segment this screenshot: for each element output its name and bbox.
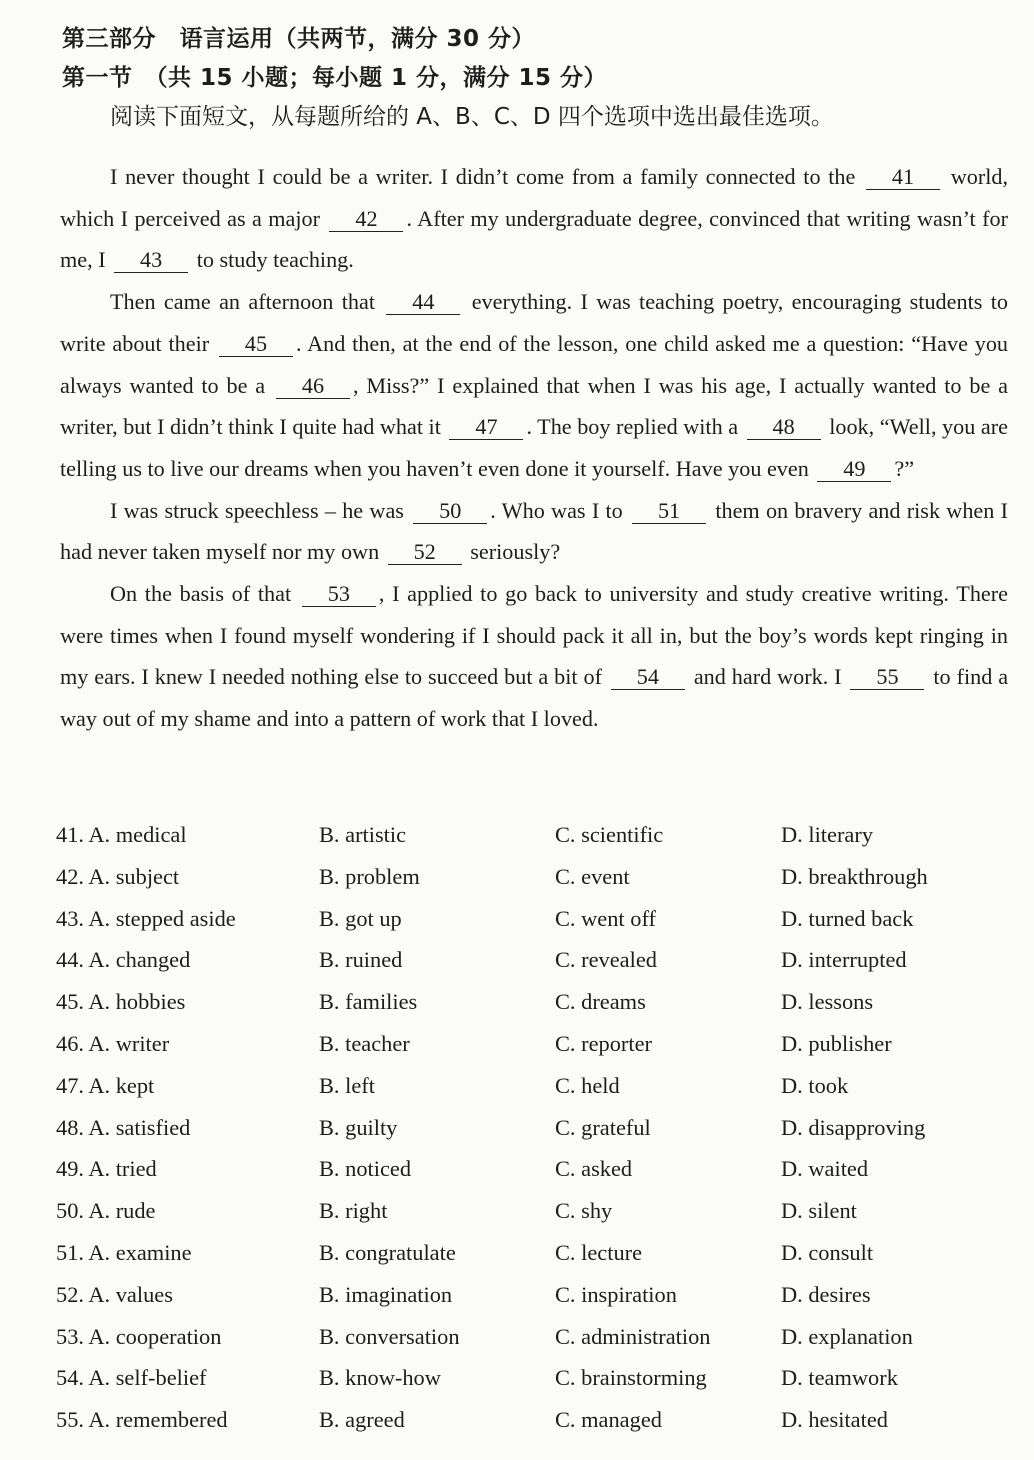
passage-text: . After my undergraduate degree, convinced that writing wasn’t for me, I: [60, 205, 1009, 273]
option-a: 51. A. examine: [56, 1239, 192, 1265]
option-a: 52. A. values: [56, 1281, 173, 1307]
option-a: 42. A. subject: [56, 863, 180, 889]
option-row: [56, 1073, 1016, 1115]
option-a: 43. A. stepped aside: [56, 905, 236, 931]
option-b: B. right: [319, 1198, 388, 1224]
option-b: B. imagination: [319, 1281, 453, 1307]
section-title: 第一节 （共 15 小题；每小题 1 分，满分 15 分）: [62, 65, 608, 91]
option-d: D. literary: [781, 822, 874, 847]
option-d: D. interrupted: [781, 947, 907, 973]
option-b: B. guilty: [319, 1114, 398, 1140]
option-row: [56, 1324, 1016, 1366]
option-b: B. conversation: [319, 1323, 460, 1349]
blank-54: 54: [611, 664, 685, 690]
paragraph-4: [60, 573, 1008, 740]
option-a: 49. A. tried: [56, 1156, 157, 1182]
option-a: 45. A. hobbies: [56, 989, 186, 1015]
option-d: D. took: [781, 1072, 849, 1098]
option-c: C. revealed: [555, 947, 657, 973]
option-d: D. silent: [781, 1198, 857, 1224]
reading-passage: [60, 156, 1008, 740]
option-b: B. agreed: [319, 1407, 405, 1433]
passage-text: , I applied to go back to university and study creative writing. There were times when I found myself wondering if I should pack it all in, but the boy’s words kept ringing in my ears. I knew I needed nothing else to succeed but a bit of: [60, 581, 1008, 690]
option-a: 47. A. kept: [56, 1072, 155, 1098]
option-row: [56, 989, 1016, 1031]
passage-text: On the basis of that: [110, 581, 292, 607]
answer-options: [56, 822, 1016, 1449]
passage-text: them on bravery and risk when I had never taken myself nor my own: [60, 497, 1009, 565]
option-row: [56, 1198, 1016, 1240]
blank-47: 47: [449, 414, 523, 440]
option-a: 46. A. writer: [56, 1030, 170, 1056]
part-title: 第三部分 语言运用（共两节，满分 30 分）: [62, 26, 536, 52]
option-c: C. managed: [555, 1407, 662, 1433]
option-d: D. desires: [781, 1281, 871, 1307]
option-a: 54. A. self-belief: [56, 1365, 207, 1391]
passage-text: look, “Well, you are telling us to live our dreams when you haven’t even done it yourself. Have you even: [60, 414, 1008, 481]
option-c: C. dreams: [555, 989, 646, 1015]
blank-55: 55: [850, 664, 924, 690]
option-a: 55. A. remembered: [56, 1407, 228, 1433]
option-row: [56, 1031, 1016, 1073]
option-row: [56, 1156, 1016, 1198]
option-d: D. disapproving: [781, 1114, 926, 1140]
option-a: 48. A. satisfied: [56, 1114, 191, 1140]
blank-45: 45: [219, 331, 293, 357]
option-c: C. asked: [555, 1156, 633, 1182]
option-d: D. consult: [781, 1239, 874, 1265]
option-d: D. teamwork: [781, 1365, 898, 1391]
blank-50: 50: [413, 498, 487, 524]
option-d: D. publisher: [781, 1030, 892, 1056]
option-c: C. went off: [555, 905, 656, 931]
passage-text: I never thought I could be a writer. I didn’t come from a family connected to the: [110, 164, 856, 189]
option-d: D. lessons: [781, 989, 874, 1015]
option-a: 41. A. medical: [56, 822, 187, 847]
option-c: C. shy: [555, 1198, 613, 1224]
option-c: C. administration: [555, 1323, 711, 1349]
option-a: 44. A. changed: [56, 947, 191, 973]
blank-43: 43: [114, 247, 188, 273]
option-b: B. left: [319, 1072, 375, 1098]
option-b: B. teacher: [319, 1030, 410, 1056]
option-c: C. brainstorming: [555, 1365, 707, 1391]
option-c: C. inspiration: [555, 1281, 677, 1307]
option-c: C. event: [555, 863, 630, 889]
blank-41: 41: [866, 164, 940, 190]
passage-text: to find a way out of my shame and into a pattern of work that I loved.: [60, 664, 1009, 732]
option-row: [56, 1365, 1016, 1407]
passage-text: . And then, at the end of the lesson, one child asked me a question: “Have you always wanted to be a: [60, 330, 1009, 398]
option-c: C. reporter: [555, 1030, 652, 1056]
paragraph-1: [60, 156, 1008, 281]
option-row: [56, 1115, 1016, 1157]
paragraph-3: [60, 490, 1008, 573]
option-b: B. got up: [319, 905, 402, 931]
passage-text: world, which I perceived as a major: [60, 164, 1009, 231]
option-a: 53. A. cooperation: [56, 1323, 222, 1349]
blank-48: 48: [747, 414, 821, 440]
option-d: D. breakthrough: [781, 863, 928, 889]
option-row: [56, 1282, 1016, 1324]
blank-46: 46: [276, 373, 350, 399]
option-c: C. grateful: [555, 1114, 651, 1140]
blank-49: 49: [817, 456, 891, 482]
option-row: [56, 1240, 1016, 1282]
passage-text: I was struck speechless – he was: [110, 497, 404, 523]
option-c: C. lecture: [555, 1239, 643, 1265]
option-d: D. hesitated: [781, 1407, 888, 1433]
option-row: [56, 947, 1016, 989]
option-row: [56, 864, 1016, 906]
blank-53: 53: [302, 581, 376, 607]
passage-text: ?”: [894, 455, 915, 481]
option-b: B. artistic: [319, 822, 407, 847]
blank-52: 52: [388, 539, 462, 565]
blank-51: 51: [632, 498, 706, 524]
passage-text: , Miss?” I explained that when I was his age, I actually wanted to be a writer, but I didn’t think I quite had what it: [60, 372, 1008, 440]
passage-text: seriously?: [470, 539, 561, 565]
option-b: B. problem: [319, 863, 420, 889]
option-b: B. congratulate: [319, 1239, 456, 1265]
option-d: D. waited: [781, 1156, 869, 1182]
passage-text: to study teaching.: [196, 247, 354, 273]
passage-text: . The boy replied with a: [526, 414, 739, 440]
option-b: B. ruined: [319, 947, 403, 973]
paragraph-2: [60, 281, 1008, 490]
passage-text: . Who was I to: [490, 497, 623, 523]
option-a: 50. A. rude: [56, 1198, 156, 1224]
option-row: [56, 906, 1016, 948]
option-c: C. scientific: [555, 822, 664, 847]
blank-42: 42: [329, 206, 403, 232]
option-b: B. noticed: [319, 1156, 412, 1182]
passage-text: everything. I was teaching poetry, encouraging students to write about their: [60, 289, 1008, 356]
passage-text: and hard work. I: [693, 664, 842, 690]
option-d: D. turned back: [781, 905, 914, 931]
option-d: D. explanation: [781, 1323, 913, 1349]
option-row: [56, 1407, 1016, 1449]
option-row: [56, 822, 1016, 864]
option-c: C. held: [555, 1072, 620, 1098]
passage-text: Then came an afternoon that: [110, 289, 375, 315]
instruction-text: 阅读下面短文，从每题所给的 A、B、C、D 四个选项中选出最佳选项。: [110, 104, 834, 130]
option-b: B. families: [319, 989, 418, 1015]
blank-44: 44: [386, 289, 460, 315]
option-b: B. know-how: [319, 1365, 441, 1391]
